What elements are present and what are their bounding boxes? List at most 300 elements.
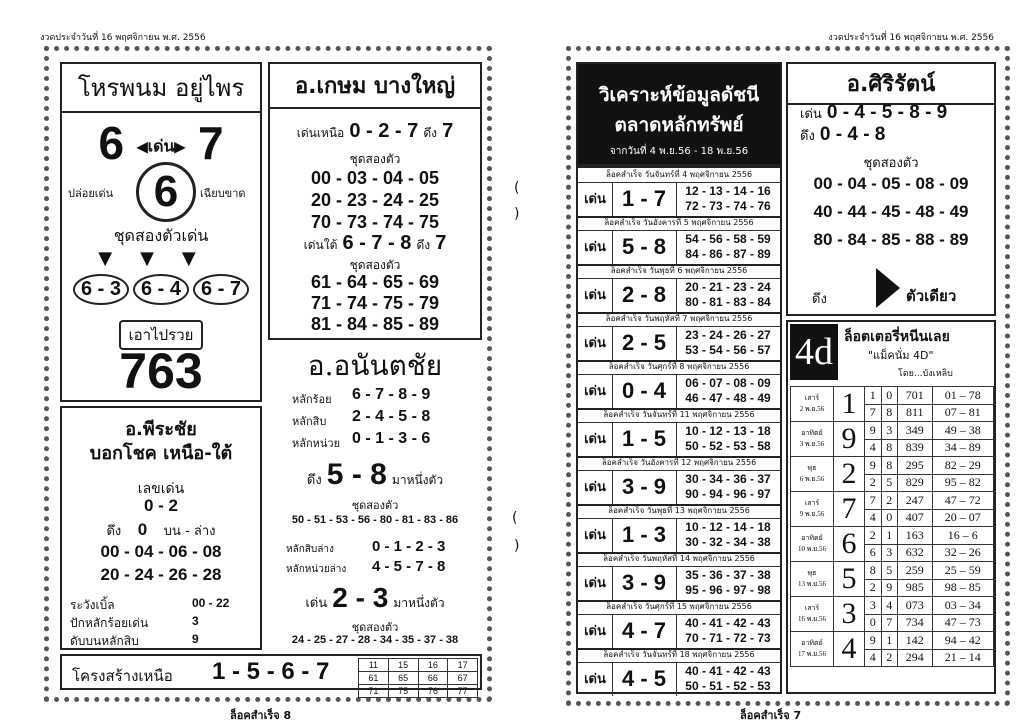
lock-entry-nums-line: 40 - 41 - 42 - 43 — [685, 664, 771, 678]
lock-entry-pair: 1 - 5 — [612, 422, 677, 456]
lock-entry-pair: 1 - 7 — [612, 182, 677, 216]
anantachai-lower-tens-label: หลักสิบล่าง — [286, 544, 334, 555]
lottery-4d-digit: 9 — [865, 457, 882, 475]
horoscope-box — [60, 62, 262, 402]
lock-entry-nums-line: 40 - 41 - 42 - 43 — [685, 616, 771, 630]
anantachai-tens-label: หลักสิบ — [292, 415, 327, 428]
lottery-4d-day — [791, 562, 834, 597]
right-footer: ล็อคสำเร็จ 7 — [740, 709, 802, 722]
kasem-top-draw-label: ดึง — [423, 126, 438, 140]
pirachai-hundreds-label: ปักหลักร้อยเด่น — [70, 616, 149, 630]
lottery-4d-three: 701 — [898, 387, 933, 405]
lottery-4d-range: 49 – 38 — [932, 422, 994, 440]
lottery-4d-digit: 8 — [881, 404, 898, 422]
lock-entry-pair: 5 - 8 — [612, 230, 677, 264]
lottery-4d-row — [791, 422, 994, 440]
lottery-4d-digit: 4 — [865, 509, 882, 527]
anantachai-play-suffix: มาหนึ่งตัว — [393, 596, 445, 610]
kasem-set2-row1: 61 - 64 - 65 - 69 — [310, 272, 440, 292]
lottery-4d-three: 294 — [898, 649, 933, 667]
kasem-bottom-digits: 6 - 7 - 8 — [342, 232, 412, 254]
lottery-4d-digit: 9 — [881, 579, 898, 597]
anantachai-play-row — [268, 582, 482, 614]
lock-entry-pair: 3 - 9 — [612, 566, 677, 600]
lottery-4d-digit: 1 — [865, 387, 882, 405]
lottery-4d-digit: 8 — [881, 439, 898, 457]
anantachai-units-label: หลักหน่วย — [292, 437, 341, 450]
lottery-4d-range: 20 – 07 — [932, 509, 994, 527]
pirachai-play-digits: 0 - 2 — [143, 496, 179, 515]
lottery-4d-date: 13 พ.ย.56 — [798, 580, 826, 588]
lottery-4d-logo: 4d — [790, 324, 838, 380]
kasem-top-draw: 7 — [442, 120, 454, 142]
grid-cell: 67 — [448, 672, 478, 685]
analysis-list — [576, 166, 782, 694]
lock-entry-nums — [676, 230, 780, 264]
kasem-bottom-draw: 7 — [435, 232, 447, 254]
horoscope-play-label: เด่น — [147, 138, 175, 156]
pair-circle-3: 6 - 7 — [193, 274, 249, 305]
lock-entry-nums-line: 06 - 07 - 08 - 09 — [685, 376, 771, 390]
anantachai-draw-label: ดึง — [306, 473, 322, 488]
horoscope-main-right: 7 — [197, 117, 224, 169]
anantachai-set2: 24 - 25 - 27 - 28 - 34 - 35 - 37 - 38 — [291, 634, 459, 646]
lottery-4d-three: 734 — [898, 614, 933, 632]
lottery-4d-day — [791, 422, 834, 457]
kasem-bottom-draw-label: ดึง — [416, 238, 431, 252]
lock-entry-pair: 2 - 8 — [612, 278, 677, 312]
right-header: งวดประจำวันที่ 16 พฤศจิกายน พ.ศ. 2556 — [828, 33, 994, 43]
lottery-4d-big: 1 — [834, 387, 865, 422]
lottery-4d-row — [791, 632, 994, 650]
lottery-4d-digit: 3 — [881, 422, 898, 440]
grid-row — [359, 685, 478, 698]
right-page — [530, 0, 1024, 724]
kasem-box — [268, 62, 482, 340]
analysis-title-box — [576, 62, 782, 166]
structure-digits: 1 - 5 - 6 - 7 — [212, 658, 330, 685]
lottery-4d-row — [791, 387, 994, 405]
anantachai-hundreds-label: หลักร้อย — [292, 393, 332, 406]
lock-entry-header: ล็อคสำเร็จ วันพุธที่ 6 พฤศจิกายน 2556 — [578, 264, 780, 279]
lottery-4d-big: 6 — [834, 527, 865, 562]
anantachai-lower-units-label: หลักหน่วยล่าง — [286, 564, 347, 575]
structure-grid — [358, 658, 478, 698]
pirachai-tens-value: 9 — [192, 632, 199, 646]
horoscope-release-label: ปล่อยเด่น — [68, 187, 114, 200]
grid-cell: 65 — [388, 672, 418, 685]
grid-row — [359, 672, 478, 685]
kasem-set2-row2: 71 - 74 - 75 - 79 — [310, 293, 440, 313]
grid-cell: 17 — [448, 659, 478, 672]
lottery-4d-date: 10 พ.ย.56 — [798, 545, 826, 553]
pirachai-caution-label: ระวังเบิ้ล — [70, 598, 115, 612]
lottery-4d-day-name: อาทิตย์ — [801, 639, 823, 647]
lock-entry-nums — [676, 182, 780, 216]
pirachai-hundreds-value: 3 — [192, 614, 199, 628]
lottery-4d-digit: 7 — [865, 492, 882, 510]
lock-entry — [578, 600, 780, 650]
sirirat-row1: 00 - 04 - 05 - 08 - 09 — [813, 174, 969, 193]
lock-entry-play: เด่น — [578, 278, 613, 312]
lock-entry-nums — [676, 518, 780, 552]
lottery-4d-digit: 3 — [881, 544, 898, 562]
lock-entry-header: ล็อคสำเร็จ วันอังคารที่ 12 พฤศจิกายน 2556 — [578, 456, 780, 471]
horoscope-title: โหรพนม อยู่ไพร — [62, 68, 260, 113]
lock-entry-play: เด่น — [578, 518, 613, 552]
lottery-4d-day-name: เสาร์ — [804, 499, 820, 507]
lottery-4d-digit: 7 — [865, 404, 882, 422]
center-mark-3: ( — [512, 510, 518, 526]
lottery-4d-row — [791, 527, 994, 545]
lottery-4d-day-name: เสาร์ — [804, 604, 820, 612]
lottery-4d-date: 6 พ.ย.56 — [799, 475, 825, 483]
horoscope-three-digit: 763 — [119, 343, 203, 399]
lock-entry-header: ล็อคสำเร็จ วันศุกร์ที่ 15 พฤศจิกายน 2556 — [578, 600, 780, 615]
lottery-4d-digit: 2 — [865, 474, 882, 492]
lock-entry-play: เด่น — [578, 230, 613, 264]
lock-entry-pair: 3 - 9 — [612, 470, 677, 504]
lottery-4d-three: 349 — [898, 422, 933, 440]
lottery-4d-day — [791, 632, 834, 667]
lottery-4d-three: 839 — [898, 439, 933, 457]
lottery-4d-digit: 2 — [865, 527, 882, 545]
lock-entry-nums-line: 50 - 51 - 52 - 53 — [685, 679, 771, 693]
grid-cell: 77 — [448, 685, 478, 698]
lock-entry — [578, 312, 780, 362]
lock-entry-header: ล็อคสำเร็จ วันจันทร์ที่ 18 พฤศจิกายน 2556 — [578, 648, 780, 663]
pirachai-caution-value: 00 - 22 — [192, 596, 230, 610]
lock-entry-nums-line: 30 - 32 - 34 - 38 — [685, 535, 771, 549]
anantachai-draw-row — [268, 458, 482, 492]
center-mark-2: ) — [514, 206, 520, 222]
lock-entry-nums — [676, 566, 780, 600]
kasem-set2-label: ชุดสองตัว — [349, 258, 401, 272]
lock-entry-nums — [676, 470, 780, 504]
lock-entry — [578, 216, 780, 266]
lottery-4d-digit: 6 — [865, 544, 882, 562]
kasem-set1-row1: 00 - 03 - 04 - 05 — [310, 168, 440, 188]
lottery-4d-digit: 9 — [865, 422, 882, 440]
lock-entry-nums-line: 10 - 12 - 13 - 18 — [685, 424, 771, 438]
lock-entry-nums-line: 10 - 12 - 14 - 18 — [685, 520, 771, 534]
horoscope-take-label: เอาไปรวย — [119, 320, 204, 350]
pirachai-draw-row — [62, 520, 260, 541]
lottery-4d-digit: 7 — [881, 614, 898, 632]
lottery-4d-row — [791, 457, 994, 475]
structure-label: โครงสร้างเหนือ — [72, 667, 173, 685]
lock-entry-header: ล็อคสำเร็จ วันจันทร์ที่ 4 พฤศจิกายน 2556 — [578, 168, 780, 183]
lottery-4d-three: 829 — [898, 474, 933, 492]
lottery-4d-three: 247 — [898, 492, 933, 510]
lottery-4d-subtitle: "แม็คนั่ม 4D" — [868, 349, 934, 362]
anantachai-draw-suffix: มาหนึ่งตัว — [391, 473, 444, 487]
lock-entry-pair: 4 - 7 — [612, 614, 677, 648]
lock-entry — [578, 552, 780, 602]
lottery-4d-range: 32 – 26 — [932, 544, 994, 562]
lottery-4d-date: 16 พ.ย.56 — [798, 615, 826, 623]
pair-circle-2: 6 - 4 — [133, 274, 189, 305]
lock-entry-header: ล็อคสำเร็จ วันจันทร์ที่ 11 พฤศจิกายน 2556 — [578, 408, 780, 423]
lottery-4d-digit: 1 — [881, 632, 898, 650]
lock-entry-nums — [676, 614, 780, 648]
lottery-4d-date: 9 พ.ย.56 — [799, 510, 825, 518]
lottery-4d-three: 985 — [898, 579, 933, 597]
lottery-4d-digit: 0 — [881, 387, 898, 405]
lottery-4d-digit: 1 — [881, 527, 898, 545]
lock-entry-play: เด่น — [578, 374, 613, 408]
sirirat-row2: 40 - 44 - 45 - 48 - 49 — [813, 202, 969, 221]
pirachai-box — [60, 406, 262, 650]
lottery-4d-big: 2 — [834, 457, 865, 492]
lock-entry-nums-line: 72 - 73 - 74 - 76 — [685, 199, 771, 213]
lottery-4d-three: 295 — [898, 457, 933, 475]
lottery-4d-digit: 2 — [865, 579, 882, 597]
lottery-4d-three: 163 — [898, 527, 933, 545]
anantachai-play-label: เด่น — [305, 596, 328, 611]
sirirat-draw-digits: 0 - 4 - 8 — [819, 124, 886, 145]
lottery-4d-big: 9 — [834, 422, 865, 457]
pirachai-draw-digit: 0 — [137, 520, 148, 539]
kasem-set1-row3: 70 - 73 - 74 - 75 — [310, 212, 440, 232]
lottery-4d-by: โดย...บังเหลิบ — [898, 369, 953, 379]
lock-entry-play: เด่น — [578, 326, 613, 360]
lottery-4d-big: 7 — [834, 492, 865, 527]
lock-entry-header: ล็อคสำเร็จ วันพฤหัสที่ 7 พฤศจิกายน 2556 — [578, 312, 780, 327]
lottery-4d-range: 82 – 29 — [932, 457, 994, 475]
anantachai-lower-tens: 0 - 1 - 2 - 3 — [372, 538, 446, 555]
lottery-4d-range: 25 – 59 — [932, 562, 994, 580]
lock-entry-nums-line: 20 - 21 - 23 - 24 — [685, 280, 771, 294]
horoscope-center-digit: 6 — [153, 167, 179, 216]
lock-entry-header: ล็อคสำเร็จ วันพฤหัสที่ 14 พฤศจิกายน 2556 — [578, 552, 780, 567]
anantachai-section — [268, 344, 482, 650]
lock-entry-nums-line: 53 - 54 - 56 - 57 — [685, 343, 771, 357]
lock-entry — [578, 408, 780, 458]
left-footer: ล็อคสำเร็จ 8 — [230, 709, 292, 722]
horoscope-pairs-row — [62, 274, 260, 305]
kasem-set1-label: ชุดสองตัว — [349, 152, 401, 166]
lottery-4d-range: 47 – 73 — [932, 614, 994, 632]
center-mark-4: ) — [514, 538, 520, 554]
lottery-4d-big: 3 — [834, 597, 865, 632]
arrow-down-icon: ▼▼▼ — [98, 248, 224, 269]
lock-entry-pair: 1 - 3 — [612, 518, 677, 552]
lock-entry — [578, 648, 780, 696]
lottery-4d-digit: 5 — [881, 562, 898, 580]
lottery-4d-range: 01 – 78 — [932, 387, 994, 405]
sirirat-title: อ.ศิริรัตน์ — [788, 66, 994, 105]
lottery-4d-three: 632 — [898, 544, 933, 562]
lock-entry — [578, 168, 780, 218]
lottery-4d-digit: 2 — [881, 492, 898, 510]
triangle-play-icon — [876, 268, 900, 308]
lottery-4d-digit: 4 — [865, 649, 882, 667]
sirirat-single-draw-label: ดึง — [812, 292, 827, 307]
lottery-4d-day — [791, 597, 834, 632]
grid-cell: 66 — [418, 672, 448, 685]
triangle-left-icon: ◀ — [136, 138, 148, 155]
lock-entry-play: เด่น — [578, 470, 613, 504]
anantachai-title: อ.อนันตชัย — [307, 349, 443, 382]
lock-entry-nums-line: 54 - 56 - 58 - 59 — [685, 232, 771, 246]
lottery-4d-day-name: พุธ — [807, 569, 817, 577]
pirachai-draw-suffix: บน - ล่าง — [163, 524, 216, 539]
left-page — [0, 0, 500, 724]
lock-entry-nums — [676, 374, 780, 408]
anantachai-hundreds: 6 - 7 - 8 - 9 — [352, 386, 431, 403]
lock-entry-header: ล็อคสำเร็จ วันศุกร์ที่ 8 พฤศจิกายน 2556 — [578, 360, 780, 375]
lock-entry-nums-line: 46 - 47 - 48 - 49 — [685, 391, 771, 405]
sirirat-play-row — [800, 102, 947, 124]
lottery-4d-digit: 4 — [865, 439, 882, 457]
analysis-range: จากวันที่ 4 พ.ย.56 - 18 พ.ย.56 — [609, 146, 749, 157]
lottery-4d-digit: 0 — [881, 509, 898, 527]
lottery-4d-digit: 9 — [865, 632, 882, 650]
kasem-bottom-label: เด่นใต้ — [303, 238, 338, 252]
lottery-4d-day-name: เสาร์ — [804, 394, 820, 402]
lottery-4d-range: 03 – 34 — [932, 597, 994, 615]
grid-cell: 11 — [359, 659, 389, 672]
lottery-4d-digit: 3 — [865, 597, 882, 615]
lottery-4d-big: 4 — [834, 632, 865, 667]
anantachai-lower-units: 4 - 5 - 7 - 8 — [372, 558, 446, 575]
horoscope-center-circle — [136, 162, 196, 222]
anantachai-draw-pair: 5 - 8 — [326, 458, 387, 491]
lock-entry-pair: 4 - 5 — [612, 662, 677, 696]
pirachai-tens-label: ดับบนหลักสิบ — [70, 634, 139, 648]
lottery-4d-day-name: อาทิตย์ — [801, 429, 823, 437]
grid-cell: 61 — [359, 672, 389, 685]
left-header: งวดประจำวันที่ 16 พฤศจิกายน พ.ศ. 2556 — [40, 33, 206, 43]
lock-entry — [578, 264, 780, 314]
pirachai-draw-label: ดึง — [106, 524, 122, 539]
lock-entry-nums-line: 50 - 52 - 53 - 58 — [685, 439, 771, 453]
lock-entry-nums-line: 30 - 34 - 36 - 37 — [685, 472, 771, 486]
analysis-title2: ตลาดหลักทรัพย์ — [614, 114, 744, 136]
lock-entry — [578, 456, 780, 506]
lock-entry-nums — [676, 422, 780, 456]
pirachai-title1: อ.พีระชัย — [125, 419, 197, 440]
arrows-row — [62, 248, 260, 269]
lottery-4d-date: 17 พ.ย.56 — [798, 650, 826, 658]
sirirat-row3: 80 - 84 - 85 - 88 - 89 — [813, 230, 969, 249]
kasem-top-label: เด่นเหนือ — [296, 126, 345, 140]
lottery-4d-box — [786, 320, 996, 694]
grid-cell: 71 — [359, 685, 389, 698]
lock-entry-pair: 0 - 4 — [612, 374, 677, 408]
lock-entry — [578, 504, 780, 554]
grid-cell: 16 — [418, 659, 448, 672]
lock-entry-nums-line: 95 - 96 - 97 - 98 — [685, 583, 771, 597]
lottery-4d-day — [791, 527, 834, 562]
lock-entry-header: ล็อคสำเร็จ วันอังคารที่ 5 พฤศจิกายน 2556 — [578, 216, 780, 231]
horoscope-main-left: 6 — [98, 117, 125, 169]
lock-entry-nums-line: 90 - 94 - 96 - 97 — [685, 487, 771, 501]
lottery-4d-three: 811 — [898, 404, 933, 422]
lottery-4d-digit: 5 — [881, 474, 898, 492]
lottery-4d-digit: 4 — [881, 597, 898, 615]
lottery-4d-range: 94 – 42 — [932, 632, 994, 650]
anantachai-tens: 2 - 4 - 5 - 8 — [352, 408, 431, 425]
kasem-title: อ.เกษม บางใหญ่ — [270, 68, 480, 109]
lottery-4d-row — [791, 597, 994, 615]
horoscope-pairs-label: ชุดสองตัวเด่น — [113, 226, 209, 245]
horoscope-close-label: เฉียบขาด — [200, 187, 246, 200]
lock-entry-nums-line: 12 - 13 - 14 - 16 — [685, 184, 771, 198]
lottery-4d-row — [791, 562, 994, 580]
anantachai-set2-label: ชุดสองตัว — [351, 621, 399, 634]
anantachai-units: 0 - 1 - 3 - 6 — [352, 430, 431, 447]
grid-cell: 76 — [418, 685, 448, 698]
grid-cell: 15 — [388, 659, 418, 672]
lottery-4d-three: 073 — [898, 597, 933, 615]
lock-entry-nums — [676, 662, 780, 696]
lottery-4d-range: 98 – 85 — [932, 579, 994, 597]
lottery-4d-range: 07 – 81 — [932, 404, 994, 422]
lock-entry-nums-line: 80 - 81 - 83 - 84 — [685, 295, 771, 309]
lock-entry-play: เด่น — [578, 422, 613, 456]
lottery-4d-digit: 8 — [865, 562, 882, 580]
kasem-bottom-row — [270, 232, 480, 255]
pirachai-title2: บอกโชค เหนือ-ใต้ — [89, 443, 233, 464]
lottery-4d-range: 95 – 82 — [932, 474, 994, 492]
anantachai-set1-label: ชุดสองตัว — [351, 499, 399, 512]
lock-entry-play: เด่น — [578, 662, 613, 696]
lottery-4d-range: 47 – 72 — [932, 492, 994, 510]
lock-entry-nums-line: 84 - 86 - 87 - 89 — [685, 247, 771, 261]
grid-row — [359, 659, 478, 672]
structure-box — [60, 654, 482, 696]
lottery-4d-digit: 8 — [881, 457, 898, 475]
lottery-4d-range: 34 – 89 — [932, 439, 994, 457]
lock-entry-nums — [676, 326, 780, 360]
lock-entry — [578, 360, 780, 410]
lottery-4d-big: 5 — [834, 562, 865, 597]
lottery-4d-three: 142 — [898, 632, 933, 650]
lottery-4d-date: 3 พ.ย.56 — [799, 440, 825, 448]
sirirat-play-label: เด่น — [800, 107, 822, 122]
kasem-top-digits: 0 - 2 - 7 — [349, 120, 419, 142]
center-mark-1: ( — [514, 180, 520, 196]
lottery-4d-title: ล็อตเตอรี่หนีนเลย — [844, 329, 950, 345]
lock-entry-nums-line: 70 - 71 - 72 - 73 — [685, 631, 771, 645]
lock-entry-nums-line: 23 - 24 - 26 - 27 — [685, 328, 771, 342]
lottery-4d-day-name: อาทิตย์ — [801, 534, 823, 542]
lottery-4d-day — [791, 387, 834, 422]
lock-entry-header: ล็อคสำเร็จ วันพุธที่ 13 พฤศจิกายน 2556 — [578, 504, 780, 519]
lottery-4d-digit: 0 — [865, 614, 882, 632]
lottery-4d-three: 259 — [898, 562, 933, 580]
sirirat-set-label: ชุดสองตัว — [863, 156, 919, 171]
pirachai-play-label: เลขเด่น — [137, 481, 185, 497]
sirirat-play-digits: 0 - 4 - 5 - 8 - 9 — [826, 102, 948, 123]
sirirat-draw-label: ดึง — [800, 129, 815, 144]
lottery-4d-table — [790, 386, 994, 667]
sirirat-draw-row — [800, 124, 885, 146]
sirirat-single-label: ตัวเดียว — [906, 287, 957, 305]
lottery-4d-date: 2 พ.ย.56 — [799, 405, 825, 413]
lottery-4d-range: 21 – 14 — [932, 649, 994, 667]
pirachai-row2: 20 - 24 - 26 - 28 — [100, 565, 222, 584]
lock-entry-pair: 2 - 5 — [612, 326, 677, 360]
pirachai-row1: 00 - 04 - 06 - 08 — [100, 542, 222, 561]
lottery-4d-three: 407 — [898, 509, 933, 527]
lottery-4d-day — [791, 492, 834, 527]
kasem-set2-row3: 81 - 84 - 85 - 89 — [310, 314, 440, 334]
lock-entry-play: เด่น — [578, 566, 613, 600]
sirirat-box — [786, 62, 996, 316]
